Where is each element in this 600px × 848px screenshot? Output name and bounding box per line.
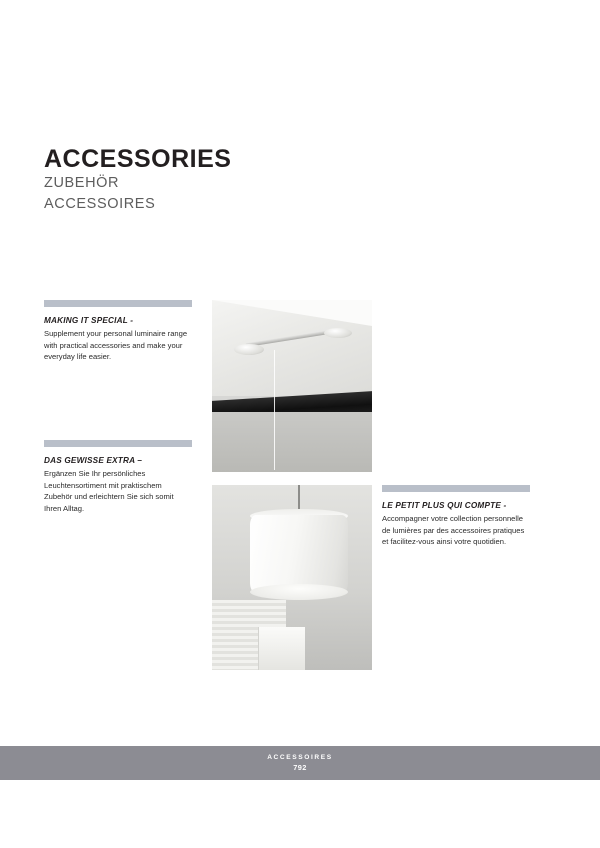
drum-shade [250, 515, 348, 593]
product-photo-pendant-luminaire [212, 485, 372, 670]
page-title-block [44, 146, 344, 213]
product-photo-ceiling-luminaire [212, 300, 372, 472]
text-block-english [44, 300, 192, 363]
text-block-german [44, 440, 192, 514]
page-footer [0, 746, 600, 780]
body-english: Supplement your personal luminaire range with practical accessories and make your everyday life easier. [44, 329, 188, 362]
heading-french: LE PETIT PLUS QUI COMPTE - [382, 501, 507, 510]
heading-english: MAKING IT SPECIAL - [44, 316, 134, 325]
text-block-french [382, 485, 530, 548]
pull-cord [274, 350, 275, 470]
page-title: ACCESSORIES [44, 145, 232, 173]
body-german: Ergänzen Sie Ihr persönliches Leuchtensortiment mit praktischem Zubehör und erleichtern Sie sich somit Ihren Alltag. [44, 469, 174, 513]
page-subtitle-de: ZUBEHÖR [44, 175, 120, 192]
heading-german: DAS GEWISSE EXTRA – [44, 456, 143, 465]
wall-block [258, 627, 305, 670]
accent-bar-french [382, 485, 530, 492]
footer-page-number: 792 [293, 763, 307, 772]
lower-wall-surface [212, 412, 372, 472]
footer-section-label: ACCESSOIRES [267, 754, 333, 761]
page-subtitle-fr: ACCESSOIRES [44, 195, 156, 212]
body-french: Accompagner votre collection personnelle de lumières par des accessoires pratiques et facilitez-vous ainsi votre quotidien. [382, 514, 525, 547]
accent-bar-german [44, 440, 192, 447]
luminaire-head-left [234, 344, 264, 355]
shade-bottom-rim [250, 584, 348, 600]
ceiling-highlight [212, 300, 372, 326]
accent-bar-english [44, 300, 192, 307]
luminaire-head-right [324, 328, 352, 338]
